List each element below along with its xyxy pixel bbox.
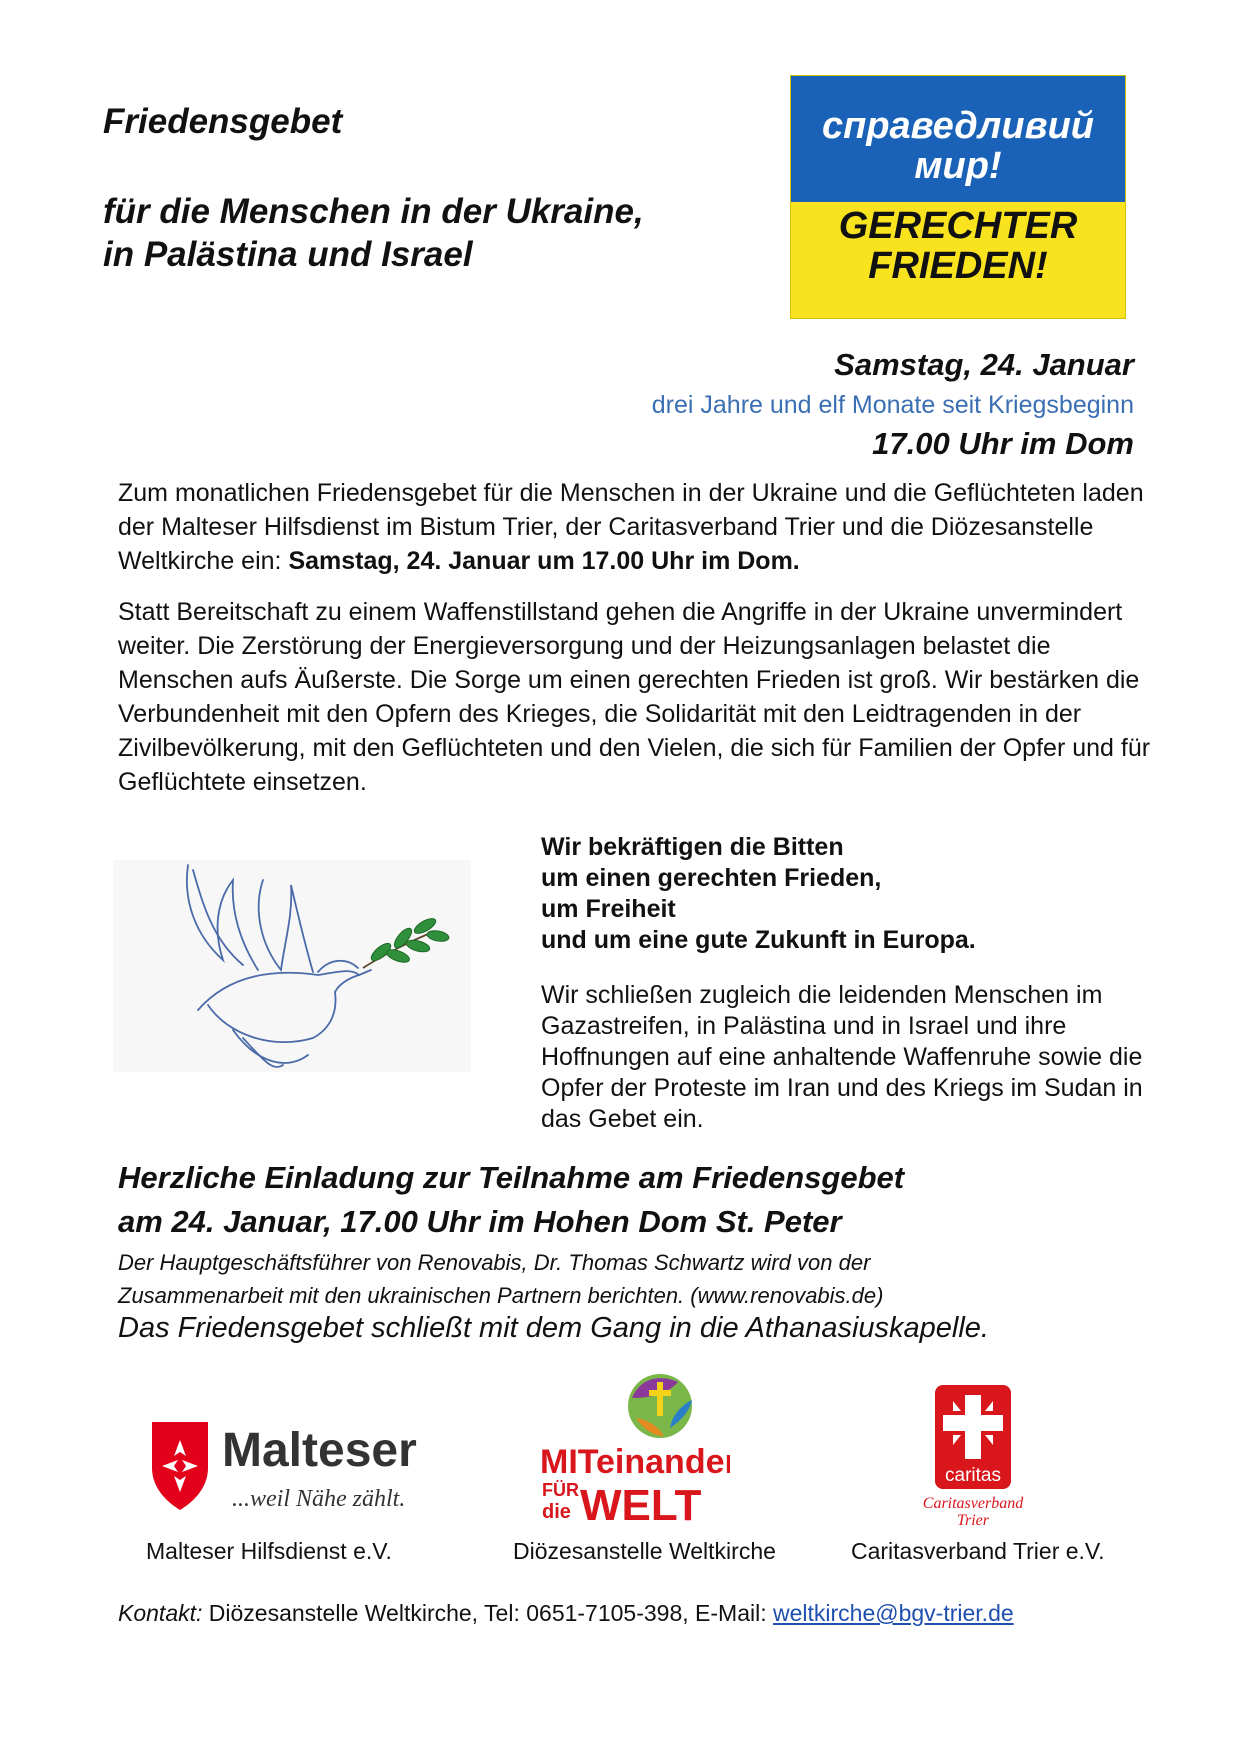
event-date-block: [652, 347, 1134, 462]
contact-line: [118, 1600, 1014, 1627]
malteser-wordmark: Malteser: [222, 1424, 417, 1477]
malteser-tagline: ...weil Nähe zählt.: [232, 1486, 406, 1512]
globe-cross-icon: [540, 1368, 730, 1528]
invitation-heading: [118, 1156, 904, 1244]
flag-uk-line-2: мир!: [914, 145, 1002, 187]
flag-de-line-1: GERECHTER: [838, 205, 1078, 247]
prayer-requests: [541, 832, 1141, 956]
caritas-sub-line-2: Trier: [956, 1512, 990, 1528]
note-line-1: Der Hauptgeschäftsführer von Renovabis, Dr. Thomas Schwartz wird von der: [118, 1250, 871, 1275]
page-subtitle: [103, 190, 644, 276]
inclusion-paragraph: Wir schließen zugleich die leidenden Menschen im Gazastreifen, in Palästina und in Israel und ihre Hoffnungen auf eine anhaltende Waffenruhe sowie die Opfer der Proteste im Iran und des Kriegs im Sudan in das Gebet ein.: [541, 981, 1143, 1133]
contact-label: Kontakt:: [118, 1600, 203, 1626]
invitation-line-1: Herzliche Einladung zur Teilnahme am Friedensgebet: [118, 1160, 905, 1195]
event-time-place: 17.00 Uhr im Dom: [872, 426, 1134, 461]
closing-sentence: Das Friedensgebet schließt mit dem Gang in die Athanasiuskapelle.: [118, 1312, 989, 1344]
prayer-request-line-4: und um eine gute Zukunft in Europa.: [541, 926, 976, 954]
intro-bold-date: Samstag, 24. Januar um 17.00 Uhr im Dom.: [288, 547, 800, 575]
page-title: Friedensgebet: [103, 102, 343, 141]
prayer-request-line-3: um Freiheit: [541, 895, 676, 923]
event-date: Samstag, 24. Januar: [834, 347, 1134, 382]
note-line-2: Zusammenarbeit mit den ukrainischen Partnern berichten. (www.renovabis.de): [118, 1283, 884, 1308]
peace-dove-image: [113, 860, 471, 1072]
mit-line-4: WELT: [580, 1481, 702, 1528]
malteser-cross-icon: [150, 1418, 450, 1518]
contact-email-link[interactable]: weltkirche@bgv-trier.de: [773, 1600, 1014, 1626]
intro-paragraph: [118, 476, 1168, 578]
subtitle-line-1: für die Menschen in der Ukraine,: [103, 192, 644, 231]
mit-line-3: die: [542, 1501, 571, 1523]
dove-icon: [113, 860, 471, 1072]
mit-line-2: FÜR: [542, 1480, 579, 1500]
intro-text: Zum monatlichen Friedensgebet für die Menschen in der Ukraine und die Geflüchteten laden der Malteser Hilfsdienst im Bistum Trier, der Caritasverband Trier und die Diözesanstelle Weltkirche ein:: [118, 479, 1144, 575]
miteinander-logo: [540, 1368, 730, 1528]
caritas-logo: [915, 1383, 1035, 1528]
flag-german-text: [791, 206, 1125, 286]
caritas-flame-cross-icon: [915, 1383, 1035, 1528]
malteser-logo: [150, 1418, 450, 1518]
caritas-sub-line-1: Caritasverband: [922, 1495, 1024, 1512]
prayer-request-line-2: um einen gerechten Frieden,: [541, 864, 882, 892]
org-name-weltkirche: Diözesanstelle Weltkirche: [513, 1538, 776, 1564]
mit-line-1: MITeinander: [540, 1443, 730, 1481]
flag-ukrainian-text: [791, 106, 1125, 186]
event-since-war-start: drei Jahre und elf Monate seit Kriegsbeginn: [651, 391, 1134, 419]
contact-text: Diözesanstelle Weltkirche, Tel: 0651-7105-398, E-Mail:: [202, 1600, 773, 1626]
prayer-request-line-1: Wir bekräftigen die Bitten: [541, 833, 844, 861]
renovabis-note: [118, 1246, 883, 1312]
org-name-malteser: Malteser Hilfsdienst e.V.: [146, 1538, 392, 1564]
flag-uk-line-1: справедливий: [821, 105, 1094, 147]
gerechter-frieden-flag-badge: [790, 75, 1126, 319]
invitation-line-2: am 24. Januar, 17.00 Uhr im Hohen Dom St. Peter: [118, 1204, 842, 1239]
situation-paragraph: Statt Bereitschaft zu einem Waffenstillstand gehen die Angriffe in der Ukraine unvermindert weiter. Die Zerstörung der Energieversorgung und der Heizungsanlagen belastet die Menschen aufs Äußerste. Die Sorge um einen gerechten Frieden ist groß. Wir bestärken die Verbundenheit mit den Opfern des Krieges, die Solidarität mit den Leidtragenden in der Zivilbevölkerung, mit den Geflüchteten und den Vielen, die sich für Familien der Opfer und für Geflüchtete einsetzen.: [118, 598, 1151, 796]
subtitle-line-2: in Palästina und Israel: [103, 235, 473, 274]
caritas-wordmark: caritas: [945, 1465, 1001, 1486]
flag-de-line-2: FRIEDEN!: [868, 245, 1048, 287]
org-name-caritas: Caritasverband Trier e.V.: [851, 1538, 1105, 1564]
